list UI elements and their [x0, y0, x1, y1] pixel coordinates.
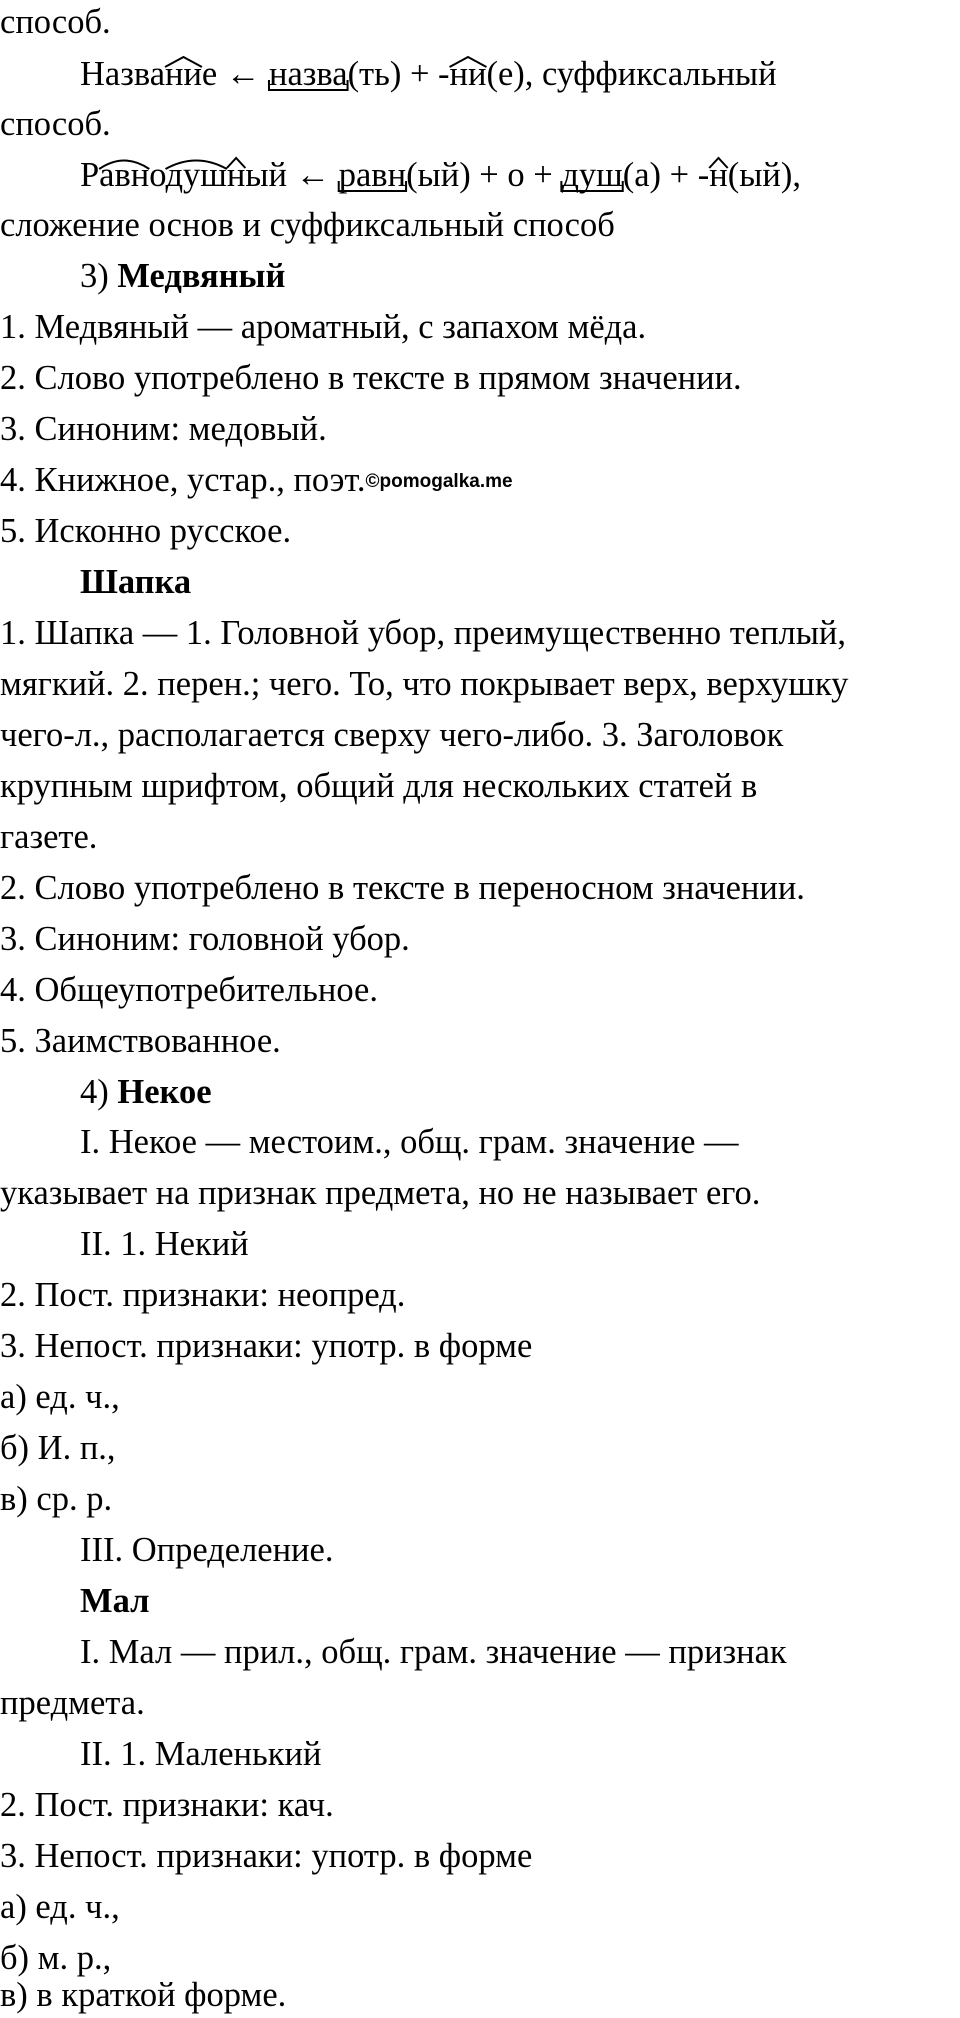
line-text: чего-л., располагается сверху чего-либо. 3. Заголовок [0, 716, 784, 754]
line-text: 3. Синоним: головной убор. [0, 920, 410, 958]
line-text: (ый) + о + [406, 156, 562, 194]
watermark: ©pomogalka.me [365, 471, 513, 492]
line-text: 2. Пост. признаки: неопред. [0, 1276, 406, 1314]
line-text: I. Мал — прил., общ. грам. значение — признак [80, 1633, 787, 1671]
line-text: 2. Слово употреблено в тексте в прямом значении. [0, 359, 742, 397]
suffix-n: н [709, 156, 728, 194]
text-line [0, 1938, 111, 1978]
analyzed-word-ravnodushnyi: Равнодушный [80, 156, 287, 194]
text-line [0, 817, 97, 857]
text-line [0, 205, 615, 245]
line-text: III. Определение. [80, 1531, 334, 1569]
text-line [0, 970, 378, 1010]
analyzed-word-nazvanie: Название [80, 55, 218, 93]
text-line [0, 766, 757, 806]
text-line [80, 1734, 321, 1774]
line-text: I. Некое — местоим., общ. грам. значение — [80, 1123, 739, 1161]
word-formation-line [80, 155, 801, 195]
line-text: 3. Непост. признаки: употр. в форме [0, 1327, 533, 1365]
text-line [0, 2, 111, 42]
text-line [0, 1173, 760, 1213]
line-text: в) ср. р. [0, 1480, 113, 1518]
line-text: 4. Общеупотребительное. [0, 971, 378, 1009]
text-line [0, 1785, 334, 1825]
heading-word: Шапка [80, 563, 192, 601]
text-line [80, 1122, 739, 1162]
text-line [0, 868, 805, 908]
text-line [0, 1275, 405, 1315]
section-heading [80, 1581, 149, 1621]
line-text: способ. [0, 105, 111, 143]
line-text: а) ед. ч., [0, 1888, 120, 1926]
line-text: предмета. [0, 1684, 145, 1722]
text-line [80, 1530, 333, 1570]
suffix-ni: ни [449, 55, 487, 93]
text-line [0, 1021, 281, 1061]
line-text: указывает на признак предмета, но не называет его. [0, 1174, 761, 1212]
line-text: мягкий. 2. перен.; чего. То, что покрывает верх, верхушку [0, 665, 849, 703]
text-line [0, 104, 111, 144]
text-line [80, 1224, 249, 1264]
stem-nazva: назва [269, 55, 348, 93]
line-text: а) ед. ч., [0, 1378, 120, 1416]
text-line [0, 1428, 116, 1468]
section-heading [80, 256, 285, 296]
line-text: 5. Заимствованное. [0, 1022, 281, 1060]
line-text: (а) + - [622, 156, 710, 194]
text-line [0, 511, 291, 551]
text-line [0, 715, 783, 755]
heading-word: Мал [80, 1582, 150, 1620]
text-line [0, 460, 513, 500]
text-line [0, 358, 742, 398]
line-text: б) м. р., [0, 1939, 112, 1977]
line-text: 2. Слово употреблено в тексте в переносном значении. [0, 869, 805, 907]
line-text: способ. [0, 3, 111, 41]
text-line [0, 307, 646, 347]
text-line [0, 1836, 532, 1876]
line-text: 1. Медвяный — ароматный, с запахом мёда. [0, 308, 647, 346]
line-text: 2. Пост. признаки: кач. [0, 1786, 334, 1824]
arrow-icon: ← [286, 156, 339, 194]
text-line [0, 919, 410, 959]
line-text: газете. [0, 818, 98, 856]
line-text: II. 1. Маленький [80, 1735, 322, 1773]
text-line [0, 1887, 120, 1927]
line-text: 3. Непост. признаки: употр. в форме [0, 1837, 533, 1875]
section-heading [80, 562, 191, 602]
section-heading [80, 1072, 212, 1112]
text-line [0, 409, 327, 449]
text-line [0, 664, 848, 704]
text-line [0, 1683, 145, 1723]
line-text: 1. Шапка — 1. Головной убор, преимущественно теплый, [0, 614, 847, 652]
stem-ravn: равн [338, 156, 407, 194]
word-formation-line [80, 54, 777, 94]
line-text: крупным шрифтом, общий для нескольких статей в [0, 767, 758, 805]
line-text: б) И. п., [0, 1429, 116, 1467]
line-text: (е), суффиксальный [486, 55, 777, 93]
text-line [0, 1975, 286, 2015]
text-line [0, 1479, 112, 1519]
line-text: 3. Синоним: медовый. [0, 410, 327, 448]
line-text: 4. Книжное, устар., поэт. [0, 461, 366, 499]
text-line [0, 613, 846, 653]
section-number: 4) [80, 1073, 118, 1111]
heading-word: Некое [117, 1073, 212, 1111]
line-text: 5. Исконно русское. [0, 512, 292, 550]
section-number: 3) [80, 257, 118, 295]
text-line [0, 1326, 532, 1366]
line-text: в) в краткой форме. [0, 1976, 287, 2014]
line-text: сложение основ и суффиксальный способ [0, 206, 615, 244]
line-text: II. 1. Некий [80, 1225, 249, 1263]
text-line [80, 1632, 787, 1672]
line-text: (ый), [727, 156, 801, 194]
text-line [0, 1377, 120, 1417]
stem-dush: душ [561, 156, 623, 194]
heading-word: Медвяный [117, 257, 286, 295]
arrow-icon: ← [217, 55, 269, 93]
line-text: (ть) + - [347, 55, 450, 93]
